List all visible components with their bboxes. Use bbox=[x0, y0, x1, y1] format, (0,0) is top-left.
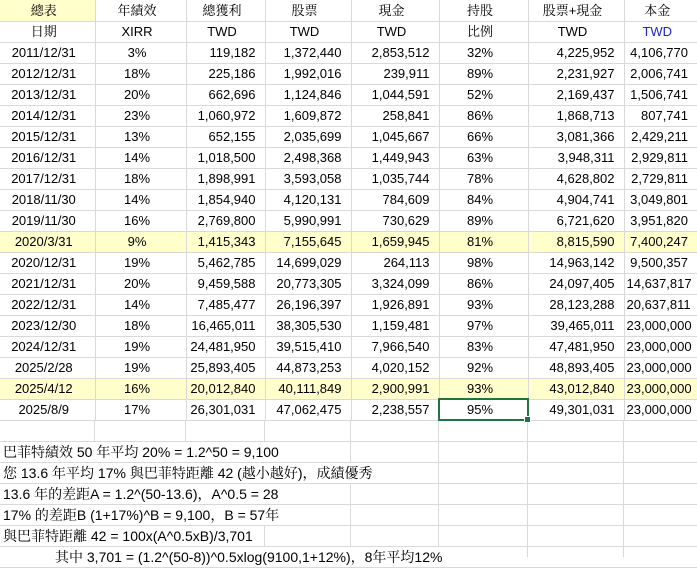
table-row bbox=[0, 357, 697, 378]
table-cell[interactable]: 83% bbox=[439, 336, 528, 357]
note-text: 其中 3,701 = (1.2^(50-8))^0.5xlog(9100,1+12%)，8年平均12% bbox=[0, 547, 442, 567]
table-cell[interactable]: 4,904,741 bbox=[528, 189, 624, 210]
empty-row[interactable] bbox=[0, 421, 697, 442]
note-row[interactable] bbox=[0, 463, 697, 484]
table-cell[interactable]: 3,081,366 bbox=[528, 126, 624, 147]
table-cell[interactable]: 3% bbox=[95, 42, 186, 63]
table-cell[interactable]: 7,155,645 bbox=[265, 231, 351, 252]
header-cell[interactable]: 現金 bbox=[351, 0, 439, 21]
table-cell[interactable]: 1,124,846 bbox=[265, 84, 351, 105]
table-cell[interactable]: 2,900,991 bbox=[351, 378, 439, 399]
table-row bbox=[0, 168, 697, 189]
note-row[interactable] bbox=[0, 484, 697, 505]
table-cell[interactable]: 14,699,029 bbox=[265, 252, 351, 273]
header-cell[interactable]: 股票+現金 bbox=[528, 0, 624, 21]
table-cell[interactable]: 6,721,620 bbox=[528, 210, 624, 231]
table-cell[interactable]: 2013/12/31 bbox=[0, 84, 95, 105]
table-cell[interactable]: 2024/12/31 bbox=[0, 336, 95, 357]
table-cell[interactable]: 2014/12/31 bbox=[0, 105, 95, 126]
note-text: 與巴菲特距離 42 = 100x(A^0.5xB)/3,701 bbox=[0, 526, 253, 546]
table-cell[interactable]: 44,873,253 bbox=[265, 357, 351, 378]
table-cell[interactable]: 1,992,016 bbox=[265, 63, 351, 84]
header-cell[interactable]: TWD bbox=[351, 21, 439, 42]
table-cell[interactable]: 86% bbox=[439, 273, 528, 294]
table-cell[interactable]: 86% bbox=[439, 105, 528, 126]
table-cell[interactable]: 4,628,802 bbox=[528, 168, 624, 189]
table-cell[interactable]: 24,481,950 bbox=[186, 336, 265, 357]
table-cell[interactable]: 2,929,811 bbox=[624, 147, 697, 168]
table-cell[interactable]: 1,044,591 bbox=[351, 84, 439, 105]
table-row bbox=[0, 210, 697, 231]
header-cell[interactable]: XIRR bbox=[95, 21, 186, 42]
table-cell[interactable]: 23,000,000 bbox=[624, 399, 697, 420]
table-cell[interactable]: 2,035,699 bbox=[265, 126, 351, 147]
note-text: 17% 的差距B (1+17%)^B = 9,100，B = 57年 bbox=[0, 505, 279, 525]
table-cell[interactable]: 26,196,397 bbox=[265, 294, 351, 315]
table-cell[interactable]: 2025/2/28 bbox=[0, 357, 95, 378]
table-cell[interactable]: 17% bbox=[95, 399, 186, 420]
header-cell[interactable]: 股票 bbox=[265, 0, 351, 21]
note-text: 您 13.6 年平均 17% 與巴菲特距離 42 (越小越好)，成績優秀 bbox=[0, 463, 373, 483]
table-cell[interactable]: 16% bbox=[95, 210, 186, 231]
table-cell[interactable]: 1,506,741 bbox=[624, 84, 697, 105]
header-cell[interactable]: TWD bbox=[624, 21, 697, 42]
note-row[interactable] bbox=[0, 505, 697, 526]
table-row bbox=[0, 399, 697, 420]
table-cell[interactable]: 7,400,247 bbox=[624, 231, 697, 252]
table-cell[interactable]: 43,012,840 bbox=[528, 378, 624, 399]
table-row bbox=[0, 63, 697, 84]
table-cell[interactable]: 16% bbox=[95, 378, 186, 399]
table-row bbox=[0, 84, 697, 105]
header-cell[interactable]: 持股 bbox=[439, 0, 528, 21]
table-cell[interactable]: 2012/12/31 bbox=[0, 63, 95, 84]
note-row[interactable] bbox=[0, 442, 697, 463]
table-cell[interactable]: 7,966,540 bbox=[351, 336, 439, 357]
table-cell[interactable]: 26,301,031 bbox=[186, 399, 265, 420]
table-cell[interactable]: 5,462,785 bbox=[186, 252, 265, 273]
table-cell[interactable]: 2017/12/31 bbox=[0, 168, 95, 189]
table-cell[interactable]: 9,500,357 bbox=[624, 252, 697, 273]
table-cell[interactable]: 1,854,940 bbox=[186, 189, 265, 210]
table-cell[interactable]: 3,593,058 bbox=[265, 168, 351, 189]
table-cell[interactable]: 19% bbox=[95, 357, 186, 378]
table-row bbox=[0, 105, 697, 126]
table-cell[interactable]: 258,841 bbox=[351, 105, 439, 126]
table-cell[interactable]: 20,773,305 bbox=[265, 273, 351, 294]
table-cell[interactable]: 20,012,840 bbox=[186, 378, 265, 399]
header-cell[interactable]: 年績效 bbox=[95, 0, 186, 21]
table-cell[interactable]: 47,062,475 bbox=[265, 399, 351, 420]
table-cell[interactable]: 2,853,512 bbox=[351, 42, 439, 63]
table-cell[interactable]: 9,459,588 bbox=[186, 273, 265, 294]
table-cell[interactable]: 89% bbox=[439, 210, 528, 231]
table-cell[interactable]: 20% bbox=[95, 84, 186, 105]
table-cell[interactable]: 3,951,820 bbox=[624, 210, 697, 231]
table-cell[interactable]: 23,000,000 bbox=[624, 336, 697, 357]
table-cell[interactable]: 4,225,952 bbox=[528, 42, 624, 63]
table-cell[interactable]: 9% bbox=[95, 231, 186, 252]
table-cell[interactable]: 2,498,368 bbox=[265, 147, 351, 168]
table-cell[interactable]: 14,637,817 bbox=[624, 273, 697, 294]
table-cell[interactable]: 8,815,590 bbox=[528, 231, 624, 252]
table-cell[interactable]: 5,990,991 bbox=[265, 210, 351, 231]
table-cell[interactable]: 119,182 bbox=[186, 42, 265, 63]
table-row bbox=[0, 336, 697, 357]
table-cell[interactable]: 662,696 bbox=[186, 84, 265, 105]
table-cell[interactable]: 14% bbox=[95, 294, 186, 315]
table-cell[interactable]: 807,741 bbox=[624, 105, 697, 126]
table-cell[interactable]: 20% bbox=[95, 273, 186, 294]
table-cell[interactable]: 39,515,410 bbox=[265, 336, 351, 357]
table-cell[interactable]: 1,609,872 bbox=[265, 105, 351, 126]
table-cell[interactable]: 28,123,288 bbox=[528, 294, 624, 315]
table-cell[interactable]: 39,465,011 bbox=[528, 315, 624, 336]
table-cell[interactable]: 1,415,343 bbox=[186, 231, 265, 252]
table-cell[interactable]: 2020/3/31 bbox=[0, 231, 95, 252]
table-cell[interactable]: 24,097,405 bbox=[528, 273, 624, 294]
table-cell[interactable]: 2025/8/9 bbox=[0, 399, 95, 420]
table-cell[interactable]: 16,465,011 bbox=[186, 315, 265, 336]
table-cell[interactable]: 3,049,801 bbox=[624, 189, 697, 210]
table-cell[interactable]: 2,769,800 bbox=[186, 210, 265, 231]
table-cell[interactable]: 19% bbox=[95, 336, 186, 357]
table-cell[interactable]: 2021/12/31 bbox=[0, 273, 95, 294]
header-cell[interactable]: TWD bbox=[265, 21, 351, 42]
table-row bbox=[0, 147, 697, 168]
header-cell[interactable]: TWD bbox=[528, 21, 624, 42]
table-row bbox=[0, 378, 697, 399]
table-cell[interactable]: 52% bbox=[439, 84, 528, 105]
table-row bbox=[0, 315, 697, 336]
table-cell[interactable]: 84% bbox=[439, 189, 528, 210]
table-cell[interactable]: 18% bbox=[95, 168, 186, 189]
table-cell[interactable]: 2,238,557 bbox=[351, 399, 439, 420]
table-cell[interactable]: 2018/11/30 bbox=[0, 189, 95, 210]
table-cell[interactable]: 20,637,811 bbox=[624, 294, 697, 315]
table-cell[interactable]: 23,000,000 bbox=[624, 378, 697, 399]
table-cell[interactable]: 81% bbox=[439, 231, 528, 252]
table-row bbox=[0, 273, 697, 294]
table-cell[interactable]: 23% bbox=[95, 105, 186, 126]
table-cell[interactable]: 93% bbox=[439, 294, 528, 315]
table-cell[interactable]: 7,485,477 bbox=[186, 294, 265, 315]
table-cell[interactable]: 2023/12/30 bbox=[0, 315, 95, 336]
header-cell[interactable]: 總表 bbox=[0, 0, 95, 21]
table-cell[interactable]: 1,372,440 bbox=[265, 42, 351, 63]
table-cell[interactable]: 264,113 bbox=[351, 252, 439, 273]
table-cell[interactable]: 92% bbox=[439, 357, 528, 378]
table-cell[interactable]: 89% bbox=[439, 63, 528, 84]
notes-section bbox=[0, 421, 697, 565]
table-cell[interactable]: 97% bbox=[439, 315, 528, 336]
table-row bbox=[0, 42, 697, 63]
table-cell[interactable]: 93% bbox=[439, 378, 528, 399]
header-cell[interactable]: 總獲利 bbox=[186, 0, 265, 21]
table-cell[interactable]: 4,120,131 bbox=[265, 189, 351, 210]
header-row-1 bbox=[0, 0, 697, 21]
table-row bbox=[0, 294, 697, 315]
table-cell[interactable]: 225,186 bbox=[186, 63, 265, 84]
note-text: 巴菲特績效 50 年平均 20% = 1.2^50 = 9,100 bbox=[0, 442, 279, 462]
table-cell[interactable]: 23,000,000 bbox=[624, 357, 697, 378]
table-cell[interactable]: 1,659,945 bbox=[351, 231, 439, 252]
table-cell[interactable]: 1,060,972 bbox=[186, 105, 265, 126]
table-cell[interactable]: 47,481,950 bbox=[528, 336, 624, 357]
table-cell[interactable]: 2020/12/31 bbox=[0, 252, 95, 273]
table-cell[interactable]: 78% bbox=[439, 168, 528, 189]
table-cell[interactable]: 19% bbox=[95, 252, 186, 273]
table-cell[interactable]: 2,006,741 bbox=[624, 63, 697, 84]
table-cell[interactable]: 730,629 bbox=[351, 210, 439, 231]
header-cell[interactable]: 比例 bbox=[439, 21, 528, 42]
fill-handle[interactable] bbox=[524, 416, 531, 423]
table-cell[interactable]: 18% bbox=[95, 63, 186, 84]
table-cell[interactable]: 4,106,770 bbox=[624, 42, 697, 63]
table-cell[interactable]: 2025/4/12 bbox=[0, 378, 95, 399]
table-cell[interactable]: 239,911 bbox=[351, 63, 439, 84]
table-cell[interactable]: 784,609 bbox=[351, 189, 439, 210]
table-cell[interactable]: 25,893,405 bbox=[186, 357, 265, 378]
table-cell[interactable]: 1,159,481 bbox=[351, 315, 439, 336]
table-cell[interactable]: 98% bbox=[439, 252, 528, 273]
table-cell[interactable]: 1,898,991 bbox=[186, 168, 265, 189]
table-cell[interactable]: 1,035,744 bbox=[351, 168, 439, 189]
table-cell[interactable]: 32% bbox=[439, 42, 528, 63]
table-cell[interactable]: 1,868,713 bbox=[528, 105, 624, 126]
table-cell[interactable]: 18% bbox=[95, 315, 186, 336]
table-cell[interactable]: 2016/12/31 bbox=[0, 147, 95, 168]
table-row bbox=[0, 231, 697, 252]
selected-cell[interactable]: 95% bbox=[439, 399, 528, 420]
table-cell[interactable]: 652,155 bbox=[186, 126, 265, 147]
table-cell[interactable]: 4,020,152 bbox=[351, 357, 439, 378]
note-row[interactable] bbox=[0, 547, 697, 568]
table-cell[interactable]: 1,449,943 bbox=[351, 147, 439, 168]
table-cell[interactable]: 3,948,311 bbox=[528, 147, 624, 168]
table-cell[interactable]: 14,963,142 bbox=[528, 252, 624, 273]
table-cell[interactable]: 23,000,000 bbox=[624, 315, 697, 336]
table-cell[interactable]: 2011/12/31 bbox=[0, 42, 95, 63]
table-cell[interactable]: 1,926,891 bbox=[351, 294, 439, 315]
header-cell[interactable]: TWD bbox=[186, 21, 265, 42]
table-cell[interactable]: 2,231,927 bbox=[528, 63, 624, 84]
table-cell[interactable]: 66% bbox=[439, 126, 528, 147]
header-row-2 bbox=[0, 21, 697, 42]
table-cell[interactable]: 2019/11/30 bbox=[0, 210, 95, 231]
table-cell[interactable]: 1,018,500 bbox=[186, 147, 265, 168]
table-cell[interactable]: 2,429,211 bbox=[624, 126, 697, 147]
table-cell[interactable]: 14% bbox=[95, 147, 186, 168]
table-cell[interactable]: 40,111,849 bbox=[265, 378, 351, 399]
table-cell[interactable]: 3,324,099 bbox=[351, 273, 439, 294]
table-row bbox=[0, 189, 697, 210]
table-cell[interactable]: 2,169,437 bbox=[528, 84, 624, 105]
header-cell[interactable]: 本金 bbox=[624, 0, 697, 21]
table-cell[interactable]: 48,893,405 bbox=[528, 357, 624, 378]
table-cell[interactable]: 49,301,031 bbox=[528, 399, 624, 420]
table-cell[interactable]: 63% bbox=[439, 147, 528, 168]
table-row bbox=[0, 252, 697, 273]
header-cell[interactable]: 日期 bbox=[0, 21, 95, 42]
table-cell[interactable]: 2022/12/31 bbox=[0, 294, 95, 315]
table-cell[interactable]: 2015/12/31 bbox=[0, 126, 95, 147]
table-cell[interactable]: 2,729,811 bbox=[624, 168, 697, 189]
table-cell[interactable]: 13% bbox=[95, 126, 186, 147]
table-row bbox=[0, 126, 697, 147]
table-cell[interactable]: 14% bbox=[95, 189, 186, 210]
note-text: 13.6 年的差距A = 1.2^(50-13.6)，A^0.5 = 28 bbox=[0, 484, 278, 504]
table-cell[interactable]: 1,045,667 bbox=[351, 126, 439, 147]
table-cell[interactable]: 38,305,530 bbox=[265, 315, 351, 336]
note-row[interactable] bbox=[0, 526, 697, 547]
